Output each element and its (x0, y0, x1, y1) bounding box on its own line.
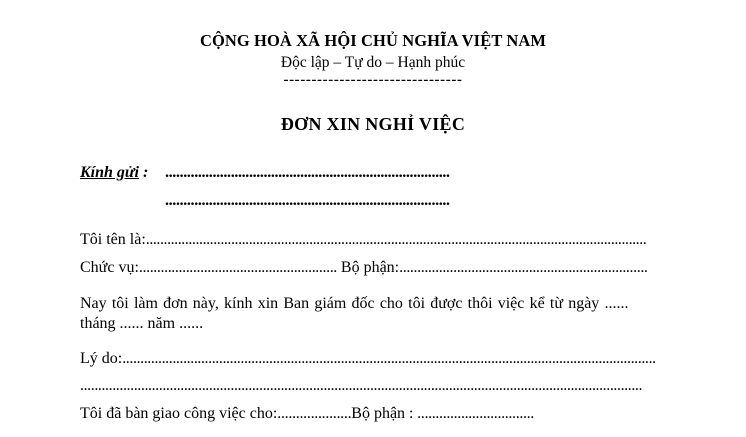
recipient-label-line (80, 164, 148, 182)
national-title: CỘNG HOÀ XÃ HỘI CHỦ NGHĨA VIỆT NAM (199, 31, 547, 50)
position-department-field (80, 259, 648, 277)
request-line-1: Nay tôi làm đơn này, kính xin Ban giám đốc cho tôi được thôi việc kể từ ngày ...... (80, 295, 629, 312)
reason-input-dots[interactable]: ..................................................................................................................................................... (122, 350, 656, 367)
request-line-2: tháng ...... năm ...... (80, 315, 204, 332)
handover-input-dots[interactable]: .................... (277, 405, 352, 422)
recipient-line-2[interactable]: .............................................................................. (165, 192, 450, 209)
recipient-label: Kính gửi (80, 164, 139, 181)
name-label: Tôi tên là: (80, 231, 146, 248)
handover-field (80, 405, 534, 423)
recipient-line-1[interactable]: .............................................................................. (165, 164, 450, 181)
name-field (80, 231, 646, 249)
recipient-colon: : (138, 164, 149, 181)
department-label: Bộ phận: (340, 259, 400, 276)
reason-field (80, 350, 656, 368)
header-separator: -------------------------------- (283, 72, 463, 88)
handover-label: Tôi đã bàn giao công việc cho: (80, 405, 278, 422)
handover-department-input-dots[interactable]: ................................ (413, 405, 534, 422)
reason-label: Lý do: (80, 350, 123, 367)
department-input-dots[interactable]: ..................................................................... (399, 259, 648, 276)
name-input-dots[interactable]: ............................................................................................................................................. (145, 231, 647, 248)
position-label: Chức vụ: (80, 259, 139, 276)
handover-department-label: Bộ phận : (351, 405, 414, 422)
reason-input-dots-line-2[interactable]: ............................................................................................................................................................. (80, 377, 643, 394)
national-motto: Độc lập – Tự do – Hạnh phúc (280, 54, 466, 71)
position-input-dots[interactable]: ....................................................... (138, 259, 337, 276)
document-title: ĐƠN XIN NGHỈ VIỆC (280, 114, 466, 134)
